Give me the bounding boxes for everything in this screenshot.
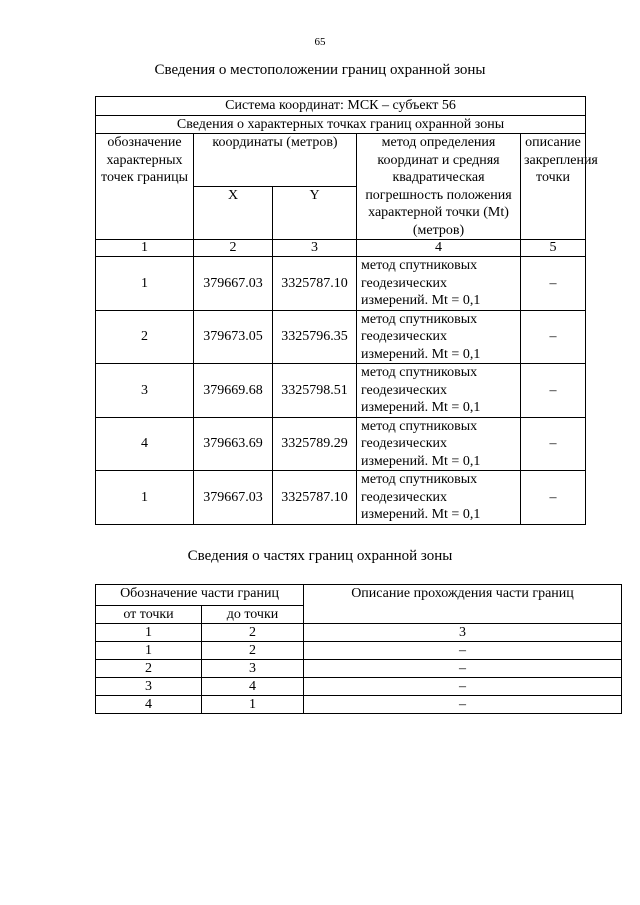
column-number: 1 <box>96 624 202 642</box>
y-cell: 3325796.35 <box>273 310 357 364</box>
header-method: метод определения координат и средняя квадратическая погрешность положения характерной точки (Mt) (метров) <box>357 134 521 240</box>
y-cell: 3325787.10 <box>273 257 357 311</box>
column-number-row <box>96 240 586 257</box>
x-cell: 379669.68 <box>194 364 273 418</box>
table-row <box>96 471 586 525</box>
column-number: 3 <box>273 240 357 257</box>
x-cell: 379667.03 <box>194 471 273 525</box>
x-cell: 379667.03 <box>194 257 273 311</box>
header-from-point: от точки <box>96 606 202 624</box>
method-cell: метод спутниковых геодезических измерений. Mt = 0,1 <box>357 471 521 525</box>
points-info-row: Сведения о характерных точках границ охранной зоны <box>96 115 586 134</box>
from-cell: 1 <box>96 642 202 660</box>
page-number: 65 <box>314 36 326 48</box>
header-part-description: Описание прохождения части границ <box>304 585 622 624</box>
table-row <box>96 696 622 714</box>
x-cell: 379673.05 <box>194 310 273 364</box>
method-cell: метод спутниковых геодезических измерений. Mt = 0,1 <box>357 257 521 311</box>
method-cell: метод спутниковых геодезических измерений. Mt = 0,1 <box>357 417 521 471</box>
method-cell: метод спутниковых геодезических измерений. Mt = 0,1 <box>357 364 521 418</box>
header-part-name: Обозначение части границ <box>96 585 304 606</box>
description-cell: – <box>304 642 622 660</box>
table-row <box>96 417 586 471</box>
description-cell: – <box>304 696 622 714</box>
description-cell: – <box>304 660 622 678</box>
point-cell: 2 <box>96 310 194 364</box>
to-cell: 4 <box>202 678 304 696</box>
section-title-boundary-parts: Сведения о частях границ охранной зоны <box>187 548 453 564</box>
table-row <box>96 642 622 660</box>
column-number: 3 <box>304 624 622 642</box>
from-cell: 2 <box>96 660 202 678</box>
from-cell: 4 <box>96 696 202 714</box>
from-cell: 3 <box>96 678 202 696</box>
table-row <box>96 310 586 364</box>
y-cell: 3325798.51 <box>273 364 357 418</box>
description-cell: – <box>521 310 586 364</box>
table-row <box>96 678 622 696</box>
y-cell: 3325787.10 <box>273 471 357 525</box>
description-cell: – <box>521 417 586 471</box>
point-cell: 4 <box>96 417 194 471</box>
table-row <box>96 364 586 418</box>
table-row <box>96 257 586 311</box>
column-number: 5 <box>521 240 586 257</box>
header-description: описание закрепления точки <box>521 134 586 240</box>
point-cell: 3 <box>96 364 194 418</box>
table-row <box>96 660 622 678</box>
description-cell: – <box>521 471 586 525</box>
description-cell: – <box>521 364 586 418</box>
section-title-boundary-location: Сведения о местоположении границ охранной зоны <box>154 62 486 78</box>
column-number: 2 <box>202 624 304 642</box>
to-cell: 1 <box>202 696 304 714</box>
point-cell: 1 <box>96 471 194 525</box>
x-cell: 379663.69 <box>194 417 273 471</box>
description-cell: – <box>521 257 586 311</box>
header-y: Y <box>273 187 357 240</box>
column-number: 2 <box>194 240 273 257</box>
method-cell: метод спутниковых геодезических измерений. Mt = 0,1 <box>357 310 521 364</box>
header-coordinates: координаты (метров) <box>194 134 357 187</box>
boundary-points-table <box>95 96 598 525</box>
to-cell: 2 <box>202 642 304 660</box>
point-cell: 1 <box>96 257 194 311</box>
header-to-point: до точки <box>202 606 304 624</box>
column-number: 4 <box>357 240 521 257</box>
description-cell: – <box>304 678 622 696</box>
to-cell: 3 <box>202 660 304 678</box>
column-number-row <box>96 624 622 642</box>
boundary-parts-table <box>95 584 622 714</box>
header-x: X <box>194 187 273 240</box>
header-point-name: обозначение характерных точек границы <box>96 134 194 240</box>
coordinate-system-row: Система координат: МСК – субъект 56 <box>96 97 586 116</box>
column-number: 1 <box>96 240 194 257</box>
y-cell: 3325789.29 <box>273 417 357 471</box>
